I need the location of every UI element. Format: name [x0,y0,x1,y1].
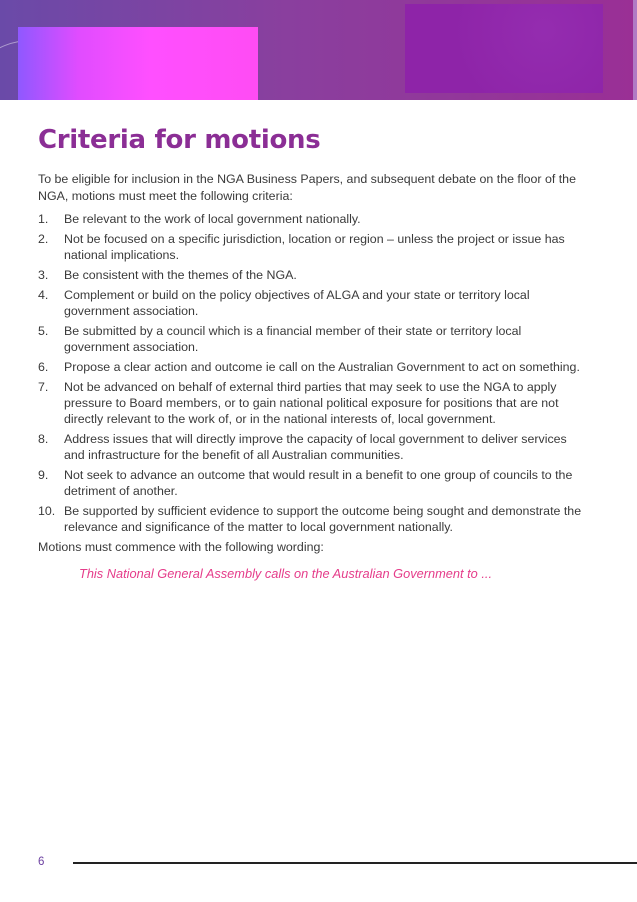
page-title: Criteria for motions [38,125,321,155]
motion-wording: This National General Assembly calls on the Australian Government to ... [79,566,493,581]
list-item [38,323,583,355]
main-content [38,125,583,582]
list-item-number: 5. [38,324,49,338]
list-item [38,231,583,263]
list-item-text: Address issues that will directly improve the capacity of local government to deliver services and infrastructure for the benefit of all Australian communities. [64,432,567,462]
list-item-number: 10. [38,504,56,518]
list-item-text: Propose a clear action and outcome ie call on the Australian Government to act on something. [64,360,580,374]
list-item-number: 7. [38,380,49,394]
list-item-text: Be supported by sufficient evidence to support the outcome being sought and demonstrate the relevance and significance of the matter to local government nationally. [64,504,582,534]
intro-paragraph: To be eligible for inclusion in the NGA Business Papers, and subsequent debate on the floor of the NGA, motions must meet the following criteria: [38,172,576,203]
list-item-number: 4. [38,288,49,302]
list-item [38,467,583,499]
page-number: 6 [38,856,45,868]
list-item [38,431,583,463]
list-item [38,379,583,427]
decorative-pink-block [18,27,258,100]
list-item-text: Complement or build on the policy objectives of ALGA and your state or territory local government association. [64,288,530,318]
list-item [38,211,583,227]
decorative-purple-block [405,4,603,93]
list-item [38,503,583,535]
list-item-text: Not be focused on a specific jurisdiction, location or region – unless the project or issue has national implications. [64,232,565,262]
list-item-number: 9. [38,468,49,482]
list-item-text: Be consistent with the themes of the NGA. [64,268,297,282]
list-item [38,359,583,375]
footer-divider [73,862,637,864]
list-item [38,267,583,283]
list-item-number: 1. [38,212,49,226]
header-banner [0,0,637,100]
list-item [38,287,583,319]
list-item-number: 6. [38,360,49,374]
decorative-edge-strip [633,0,637,100]
list-item-number: 2. [38,232,49,246]
list-item-text: Not be advanced on behalf of external third parties that may seek to use the NGA to apply pressure to Board members, or to gain national political exposure for positions that are not directly relevant to the work of, or in the national interests of, local government. [64,380,559,426]
closing-paragraph: Motions must commence with the following wording: [38,540,324,554]
list-item-text: Not seek to advance an outcome that would result in a benefit to one group of councils to the detriment of another. [64,468,573,498]
list-item-text: Be submitted by a council which is a financial member of their state or territory local government association. [64,324,522,354]
list-item-text: Be relevant to the work of local government nationally. [64,212,361,226]
list-item-number: 8. [38,432,49,446]
list-item-number: 3. [38,268,49,282]
criteria-list [38,211,583,535]
